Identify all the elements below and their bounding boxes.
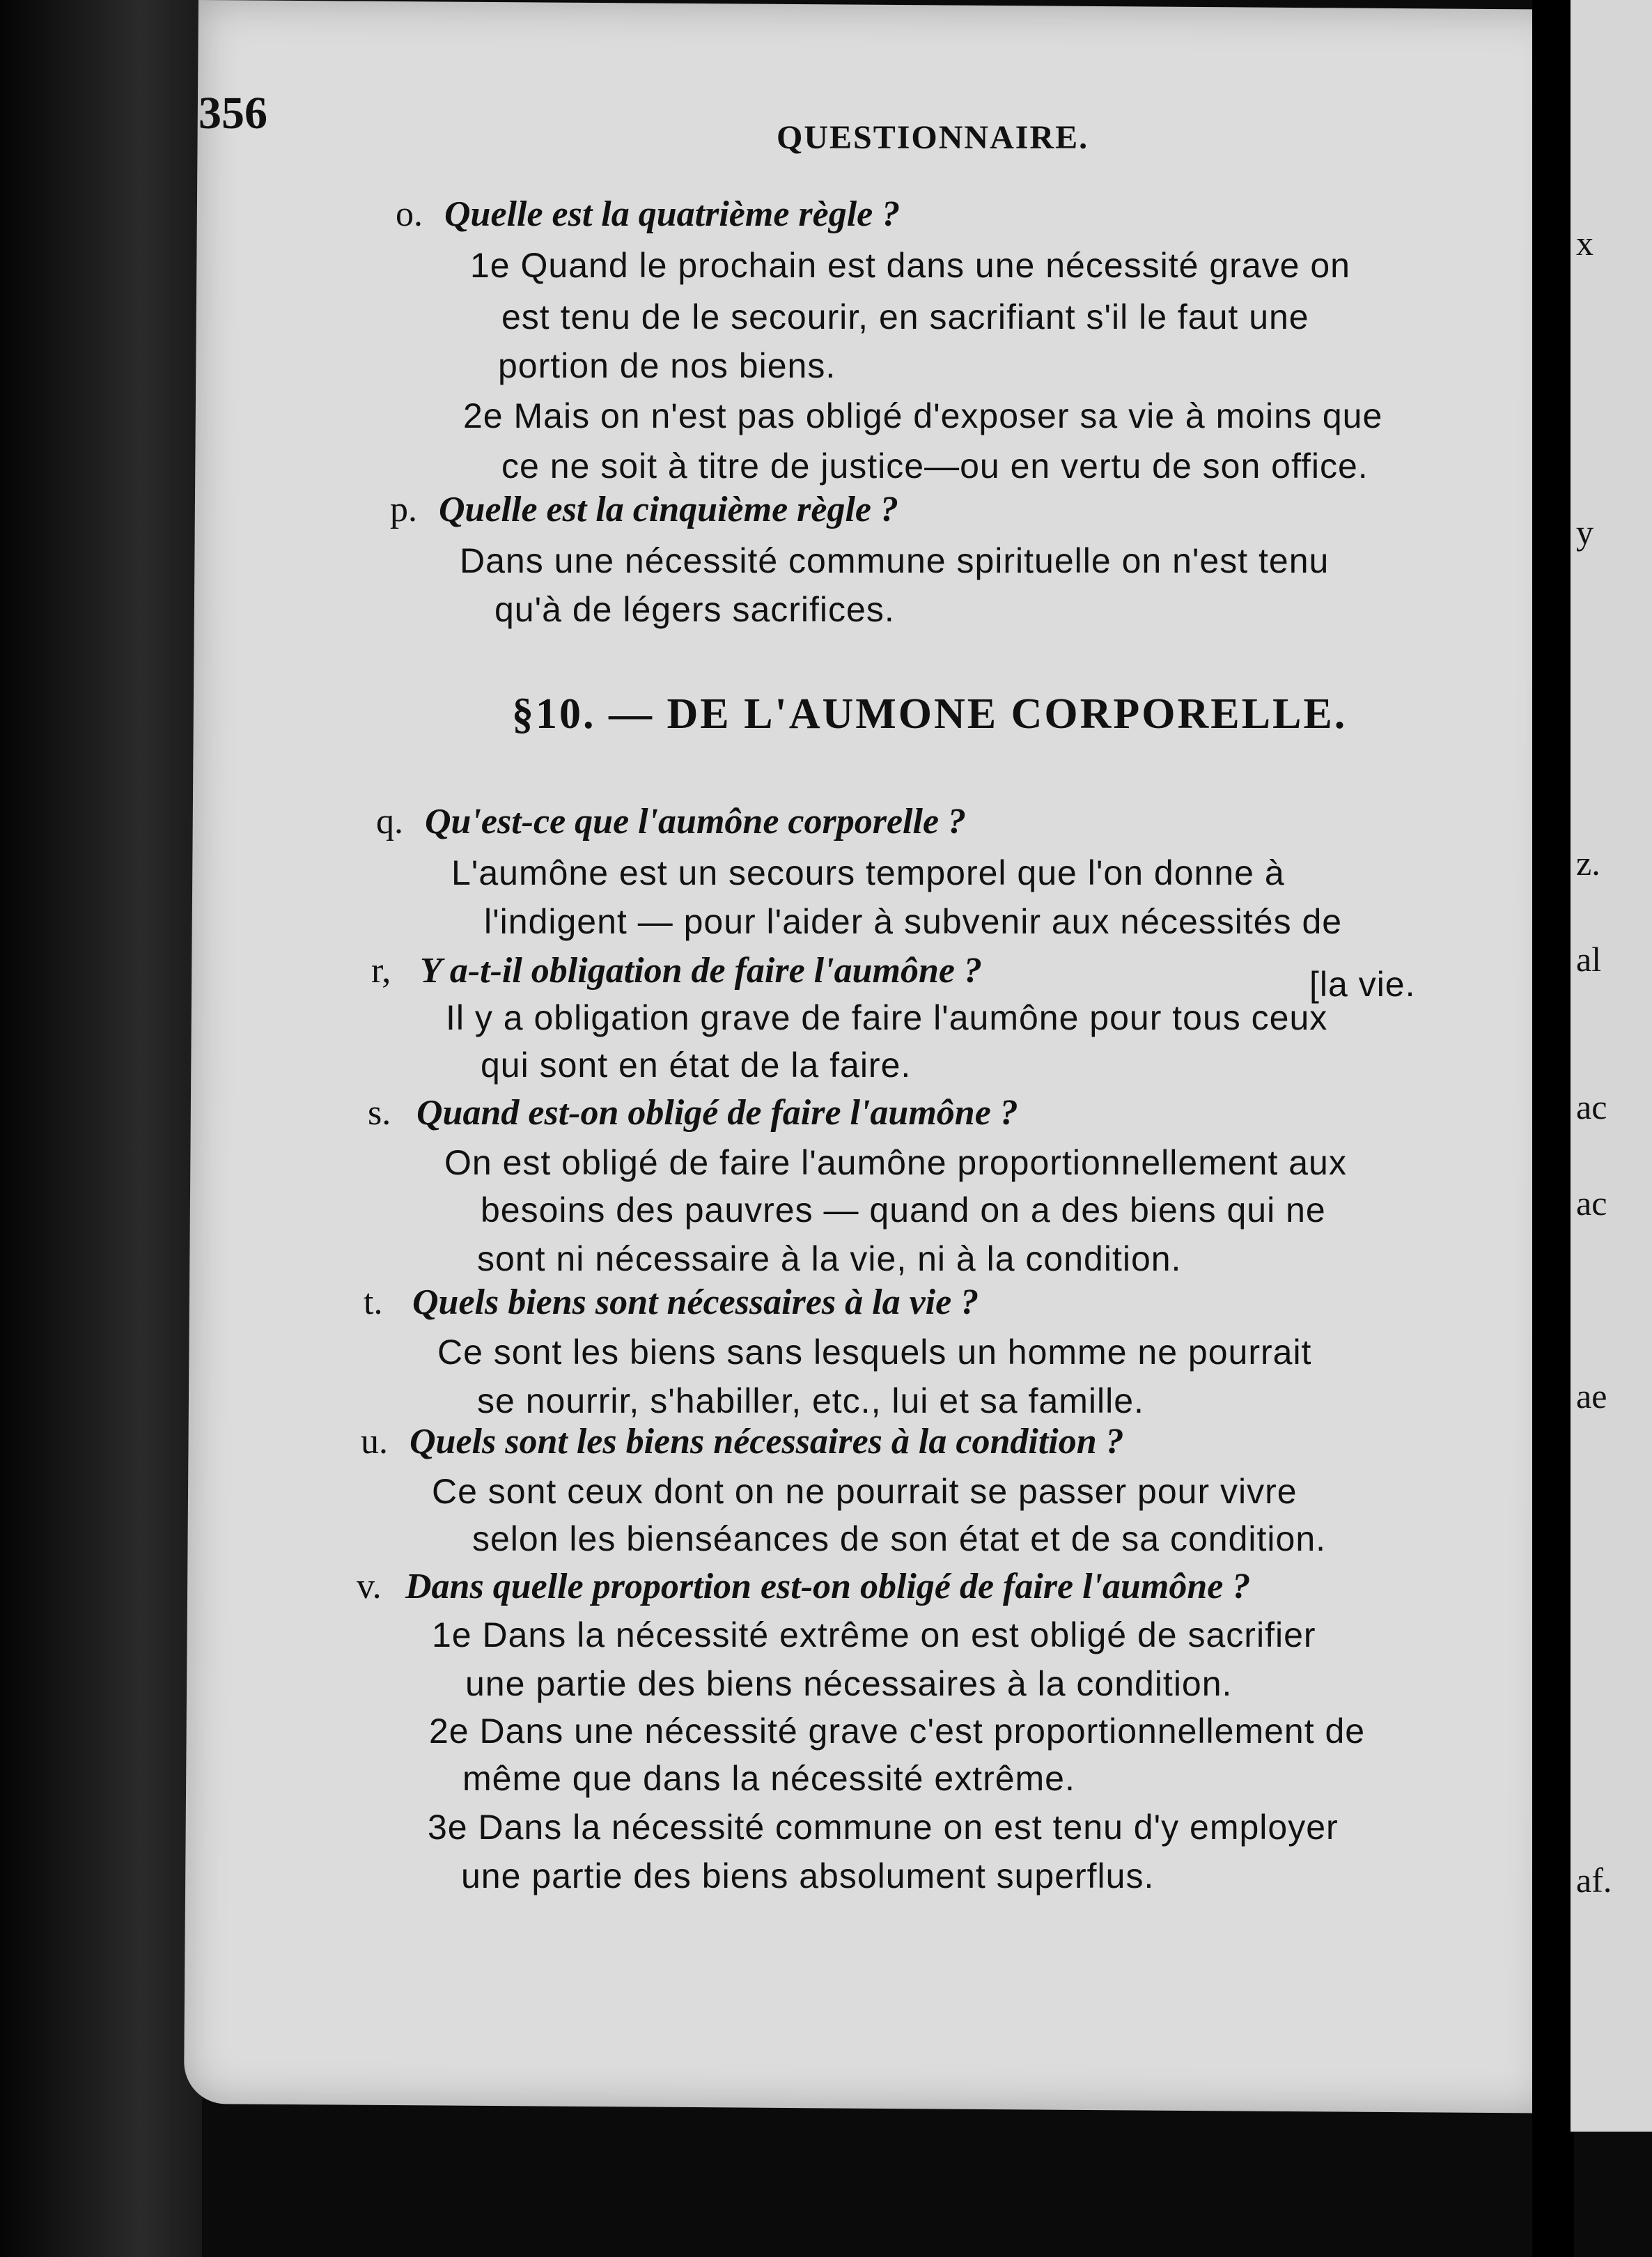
question-label: u. (361, 1422, 388, 1461)
answer-line: besoins des pauvres — quand on a des biens qui ne (481, 1190, 1326, 1230)
answer-line: 2e Dans une nécessité grave c'est proportionnellement de (429, 1712, 1366, 1751)
answer-line: On est obligé de faire l'aumône proportionnellement aux (444, 1143, 1347, 1182)
answer-line: L'aumône est un secours temporel que l'on donne à (451, 853, 1285, 892)
question-text: Quelle est la cinquième règle ? (439, 490, 899, 529)
answer-line: se nourrir, s'habiller, etc., lui et sa famille. (477, 1381, 1144, 1420)
question-s (368, 1092, 1018, 1133)
question-label: s. (368, 1093, 391, 1133)
answer-line: qu'à de légers sacrifices. (494, 590, 895, 629)
adjacent-page-fragment: al (1576, 940, 1602, 979)
question-text: Y a-t-il obligation de faire l'aumône ? (420, 951, 982, 991)
question-text: Dans quelle proportion est-on obligé de faire l'aumône ? (405, 1567, 1251, 1606)
question-text: Quels biens sont nécessaires à la vie ? (412, 1282, 979, 1322)
answer-line: 1e Quand le prochain est dans une nécessité grave on (470, 246, 1350, 285)
answer-line: 1e Dans la nécessité extrême on est obligé de sacrifier (432, 1615, 1316, 1654)
question-p (390, 489, 898, 530)
question-text: Quels sont les biens nécessaires à la condition ? (410, 1422, 1124, 1461)
adjacent-page-fragment: x (1576, 224, 1593, 263)
question-label: o. (396, 194, 423, 234)
question-label: p. (390, 490, 417, 529)
question-v (357, 1566, 1250, 1607)
question-text: Quelle est la quatrième règle ? (444, 194, 901, 234)
answer-line: Ce sont les biens sans lesquels un homme ne pourrait (437, 1333, 1312, 1372)
adjacent-page-fragment: y (1576, 513, 1593, 552)
question-q (376, 801, 966, 842)
answer-line: Dans une nécessité commune spirituelle on n'est tenu (460, 541, 1330, 580)
question-label: t. (364, 1282, 383, 1322)
page-gutter (1532, 0, 1574, 2257)
adjacent-page-fragment: af. (1576, 1861, 1612, 1900)
answer-line: sont ni nécessaire à la vie, ni à la condition. (477, 1239, 1182, 1278)
adjacent-page-fragment: z. (1576, 844, 1600, 883)
adjacent-page-fragment: ae (1576, 1376, 1607, 1416)
question-label: v. (357, 1567, 382, 1606)
line-continuation: [la vie. (1309, 965, 1416, 1004)
question-o (396, 194, 900, 235)
answer-line: Ce sont ceux dont on ne pourrait se passer pour vivre (432, 1472, 1298, 1511)
answer-line: une partie des biens nécessaires à la condition. (465, 1664, 1233, 1703)
answer-line: même que dans la nécessité extrême. (462, 1759, 1075, 1798)
running-head: QUESTIONNAIRE. (777, 119, 1089, 156)
question-t (364, 1282, 979, 1323)
answer-line: Il y a obligation grave de faire l'aumône pour tous ceux (446, 998, 1328, 1037)
answer-line: 3e Dans la nécessité commune on est tenu d'y employer (428, 1808, 1339, 1847)
section-heading: §10. — DE L'AUMONE CORPORELLE. (512, 690, 1348, 738)
adjacent-page-fragment: ac (1576, 1087, 1607, 1126)
answer-line: selon les bienséances de son état et de sa condition. (472, 1519, 1327, 1558)
answer-line: 2e Mais on n'est pas obligé d'exposer sa vie à moins que (463, 396, 1383, 435)
adjacent-page (1571, 0, 1652, 2132)
question-text: Qu'est-ce que l'aumône corporelle ? (425, 802, 967, 841)
book-spine (0, 0, 202, 2257)
question-label: r, (371, 951, 391, 991)
page-number: 356 (198, 88, 267, 139)
adjacent-page-fragment: ac (1576, 1184, 1607, 1223)
question-label: q. (376, 802, 403, 841)
answer-line: portion de nos biens. (498, 346, 836, 385)
question-text: Quand est-on obligé de faire l'aumône ? (416, 1093, 1018, 1133)
answer-line: une partie des biens absolument superflus. (461, 1856, 1155, 1895)
answer-line: l'indigent — pour l'aider à subvenir aux nécessités de (484, 902, 1343, 941)
question-r (371, 950, 982, 991)
answer-line: qui sont en état de la faire. (481, 1046, 912, 1085)
question-u (361, 1421, 1124, 1462)
answer-line: ce ne soit à titre de justice—ou en vertu de son office. (501, 447, 1369, 486)
answer-line: est tenu de le secourir, en sacrifiant s'il le faut une (501, 297, 1309, 336)
